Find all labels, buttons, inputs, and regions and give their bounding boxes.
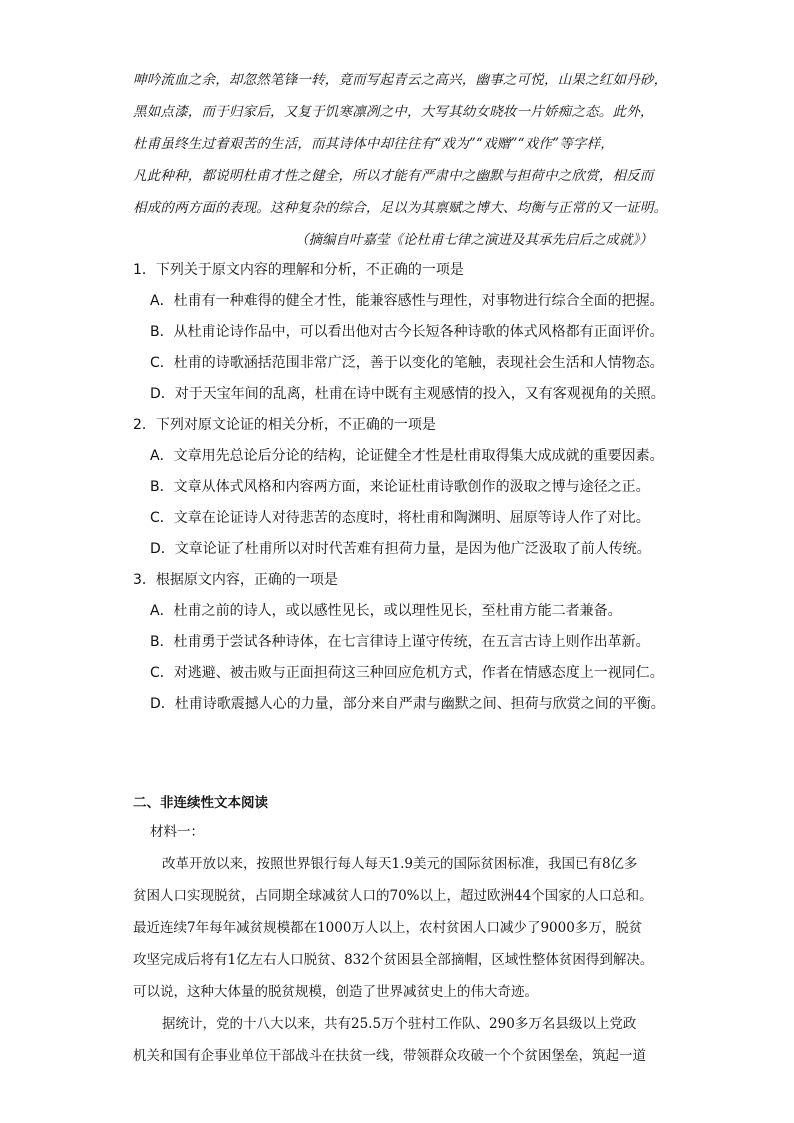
- option-a: A．杜甫有一种难得的健全才性，能兼容感性与理性，对事物进行综合全面的把握。: [150, 293, 664, 309]
- material-line: 据统计，党的十八大以来，共有25.5万个驻村工作队、290多万名县级以上党政: [162, 1016, 637, 1032]
- question-stem: 3．根据原文内容，正确的一项是: [133, 572, 338, 588]
- option-c: C．对逃避、被击败与正面担荷这三种回应危机方式，作者在情感态度上一视同仁。: [150, 665, 664, 681]
- option-d: D．对于天宝年间的乱离，杜甫在诗中既有主观感情的投入，又有客观视角的关照。: [150, 386, 665, 402]
- passage-line: 黑如点漆，而于归家后，又复于饥寒凛冽之中，大写其幼女晓妆一片娇痴之态。此外，: [133, 104, 654, 120]
- option-b: B．从杜甫论诗作品中，可以看出他对古今长短各种诗歌的体式风格都有正面评价。: [150, 324, 664, 340]
- material-line: 改革开放以来，按照世界银行每人每天1.9美元的国际贫困标准，我国已有8亿多: [162, 856, 638, 872]
- passage-line: 呻吟流血之余，却忽然笔锋一转，竟而写起青云之高兴，幽事之可悦，山果之红如丹砂，: [133, 72, 668, 88]
- passage-line: 相成的两方面的表现。这种复杂的综合，足以为其禀赋之博大、均衡与正常的又一证明。: [133, 200, 668, 216]
- section-heading: 二、非连续性文本阅读: [133, 795, 268, 811]
- material-label: 材料一：: [150, 824, 204, 840]
- material-line: 贫困人口实现脱贫，占同期全球减贫人口的70%以上，超过欧洲44个国家的人口总和。: [133, 888, 653, 904]
- material-line: 最近连续7年每年减贫规模都在1000万人以上，农村贫困人口减少了9000多万，脱贫: [133, 920, 643, 936]
- material-line: 可以说，这种大体量的脱贫规模，创造了世界减贫史上的伟大奇迹。: [133, 984, 538, 1000]
- passage-line: 凡此种种，都说明杜甫才性之健全，所以才能有严肃中之幽默与担荷中之欣赏，相反而: [133, 168, 654, 184]
- option-b: B．杜甫勇于尝试各种诗体，在七言律诗上谨守传统，在五言古诗上则作出革新。: [150, 634, 650, 650]
- option-c: C．杜甫的诗歌涵括范围非常广泛，善于以变化的笔触，表现社会生活和人情物态。: [150, 355, 664, 371]
- option-a: A．杜甫之前的诗人，或以感性见长，或以理性见长，至杜甫方能二者兼备。: [150, 603, 622, 619]
- question-stem: 1．下列关于原文内容的理解和分析，不正确的一项是: [133, 262, 464, 278]
- option-d: D．文章论证了杜甫所以对时代苦难有担荷力量，是因为他广泛汲取了前人传统。: [150, 541, 651, 557]
- passage-line: 杜甫虽终生过着艰苦的生活，而其诗体中却往往有“戏为”“戏赠”“戏作”等字样，: [133, 136, 615, 152]
- passage-source: （摘编自叶嘉莹《论杜甫七律之演进及其承先启后之成就》）: [295, 232, 653, 248]
- option-c: C．文章在论证诗人对待悲苦的态度时，将杜甫和陶渊明、屈原等诗人作了对比。: [150, 510, 650, 526]
- material-line: 攻坚完成后将有1亿左右人口脱贫、832个贫困县全部摘帽，区域性整体贫困得到解决。: [133, 952, 654, 968]
- option-b: B．文章从体式风格和内容两方面，来论证杜甫诗歌创作的汲取之博与途径之正。: [150, 479, 650, 495]
- option-a: A．文章用先总论后分论的结构，论证健全才性是杜甫取得集大成成就的重要因素。: [150, 448, 664, 464]
- question-stem: 2．下列对原文论证的相关分析，不正确的一项是: [133, 417, 436, 433]
- option-d: D．杜甫诗歌震撼人心的力量，部分来自严肃与幽默之间、担荷与欣赏之间的平衡。: [150, 696, 665, 712]
- material-line: 机关和国有企事业单位干部战斗在扶贫一线，带领群众攻破一个个贫困堡垒，筑起一道: [133, 1048, 646, 1064]
